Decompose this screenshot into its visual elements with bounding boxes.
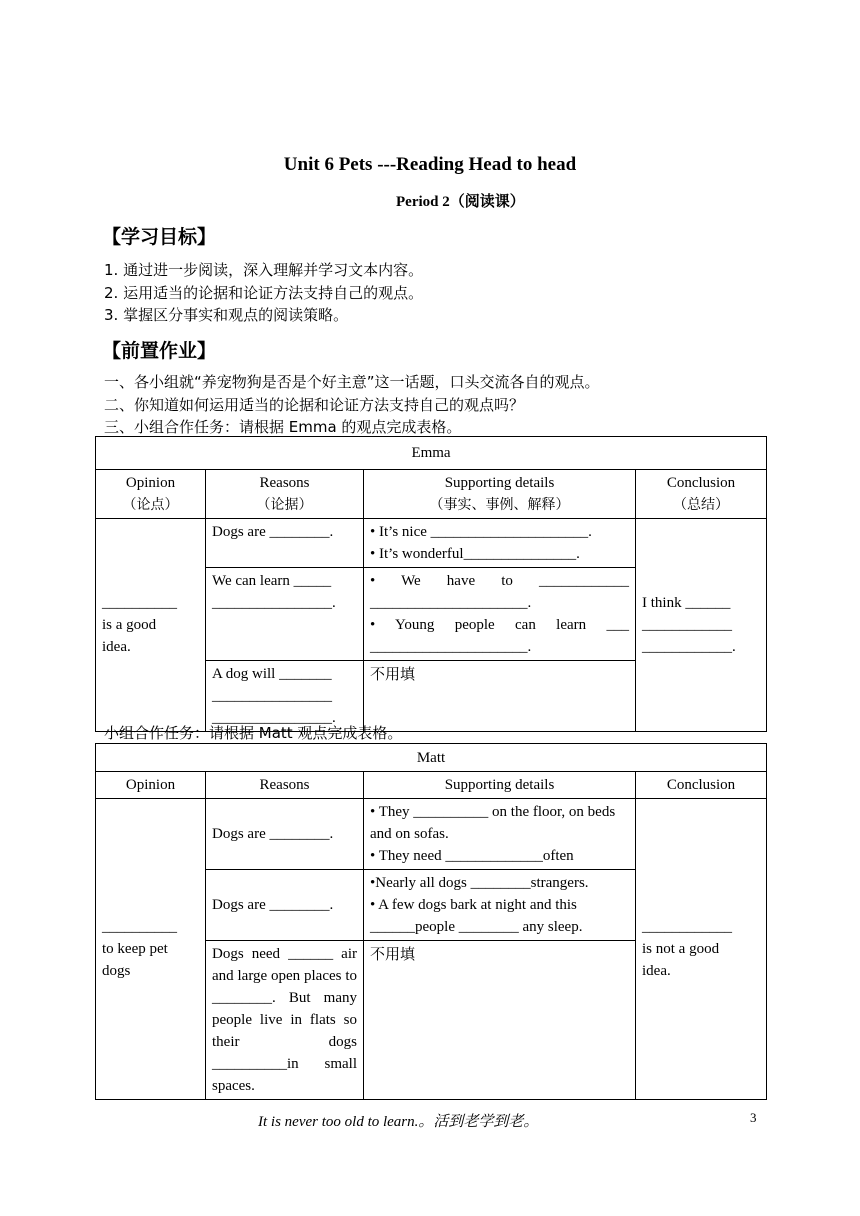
matt-details-1: • They __________ on the floor, on beds and on sofas. • They need _____________often (364, 799, 636, 870)
preview-heading: 【前置作业】 (102, 340, 217, 362)
emma-reason-3: A dog will _______ ________________ ________________. (206, 661, 364, 732)
matt-header-conclusion: Conclusion (636, 772, 767, 799)
emma-table-name: Emma (96, 437, 767, 470)
emma-conclusion-cell: I think ______ ____________ ____________. (636, 519, 767, 732)
emma-details-3: 不用填 (364, 661, 636, 732)
preview-item-1: 一、各小组就“养宠物狗是否是个好主意”这一话题，口头交流各自的观点。 (104, 373, 600, 391)
footer-motto: It is never too old to learn.。活到老学到老。 (258, 1114, 539, 1130)
emma-reason-1: Dogs are ________. (206, 519, 364, 568)
matt-conclusion-cell: ____________ is not a good idea. (636, 799, 767, 1100)
objective-item-3: 3. 掌握区分事实和观点的阅读策略。 (104, 306, 349, 324)
emma-table (95, 436, 767, 732)
matt-header-opinion: Opinion (96, 772, 206, 799)
matt-details-2: •Nearly all dogs ________strangers. • A few dogs bark at night and this ______people ________ any sleep. (364, 870, 636, 941)
preview-item-3: 三、小组合作任务：请根据 Emma 的观点完成表格。 (104, 418, 462, 436)
matt-header-details: Supporting details (364, 772, 636, 799)
emma-details-1: • It’s nice _____________________. • It’s wonderful_______________. (364, 519, 636, 568)
matt-reason-2: Dogs are ________. (206, 870, 364, 941)
matt-header-reasons: Reasons (206, 772, 364, 799)
matt-details-3: 不用填 (364, 941, 636, 1100)
emma-header-conclusion: Conclusion （总结） (636, 470, 767, 519)
emma-header-reasons: Reasons （论据） (206, 470, 364, 519)
emma-header-opinion: Opinion （论点） (96, 470, 206, 519)
matt-reason-3: Dogs need ______ air and large open places to ________. But many people live in flats so their dogs __________in small spaces. (206, 941, 364, 1100)
objective-item-1: 1. 通过进一步阅读，深入理解并学习文本内容。 (104, 261, 424, 279)
preview-item-2: 二、你知道如何运用适当的论据和论证方法支持自己的观点吗？ (104, 396, 525, 414)
emma-reason-2: We can learn _____ ________________. (206, 568, 364, 661)
objectives-heading: 【学习目标】 (102, 226, 217, 248)
period-subtitle: Period 2（阅读课） (396, 194, 525, 210)
emma-opinion-cell: __________ is a good idea. (96, 519, 206, 732)
matt-table (95, 743, 767, 1100)
matt-opinion-cell: __________ to keep pet dogs (96, 799, 206, 1100)
page-title: Unit 6 Pets ---Reading Head to head (283, 154, 577, 175)
emma-header-details: Supporting details （事实、事例、解释） (364, 470, 636, 519)
matt-intro: 小组合作任务：请根据 Matt 观点完成表格。 (104, 724, 403, 742)
matt-table-name: Matt (96, 744, 767, 772)
objective-item-2: 2. 运用适当的论据和论证方法支持自己的观点。 (104, 284, 424, 302)
matt-reason-1: Dogs are ________. (206, 799, 364, 870)
emma-details-2: • We have to ____________ _____________________. • Young people can learn ___ _____________________. (364, 568, 636, 661)
page-number: 3 (750, 1110, 757, 1125)
